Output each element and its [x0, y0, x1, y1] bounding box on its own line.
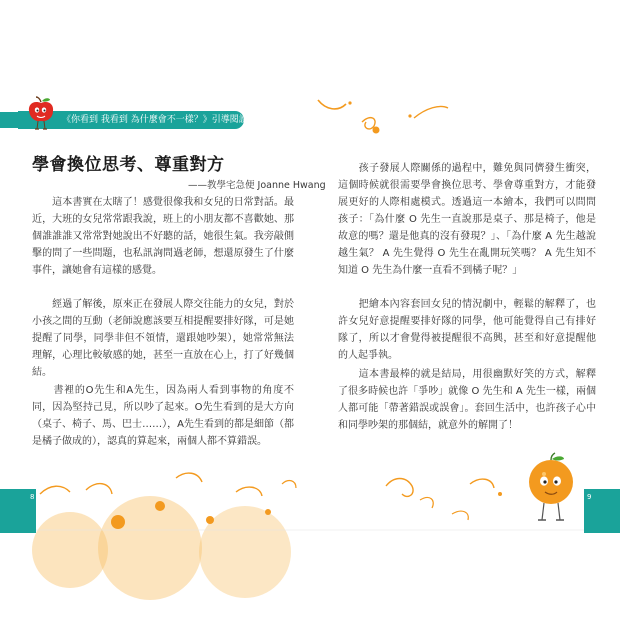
right-paragraph-1: 孩子發展人際關係的過程中，難免與同儕發生衝突，這個時候就很需要學會換位思考、學會尊重對方，才能發展更好的人際相處模式。透過這一本繪本，我們可以問問孩子：「為什麼 O 先生一直說那是桌子、那是椅子，他是故意的嗎？還是他真的沒有發現？」、「為什麼 A 先生越說越生氣？ A 先生覺得 O 先生在亂開玩笑嗎？ A 先生知不知道 O 先生為什麼一直看不到橘子呢？」	[338, 163, 596, 276]
page-number-right-tab	[584, 489, 620, 533]
left-paragraph-2: 經過了解後，原來正在發展人際交往能力的女兒，對於小孩之間的互動（老師說應該要互相提醒要排好隊，可是她提醒了同學，同學非但不領情，還跟她吵架），她常常無法理解，心理比較敏感的她，甚至一直放在心上，打了好幾個結。	[32, 299, 294, 378]
left-paragraph-3: 書裡的O先生和A先生，因為兩人看到事物的角度不同，因為堅持己見，所以吵了起來。O先生看到的是大方向（桌子、椅子、馬、巴士……），A先生看到的都是細節（都是橘子做成的），認真的算起來，兩個人都不算錯誤。	[32, 385, 294, 447]
apple-mascot-icon	[26, 96, 56, 132]
right-paragraph-3: 這本書最棒的就是結局，用很幽默好笑的方式，解釋了很多時候也許「爭吵」就像 O 先生和 A 先生一樣，兩個人都可能「帶著錯誤或誤會」。套回生活中，也許孩子心中和同學吵架的那個結，就意外的解開了！	[338, 369, 596, 431]
right-paragraph-2: 把繪本內容套回女兒的情況劇中，輕鬆的解釋了，也許女兒好意提醒要排好隊的同學，他可能覺得自己有排好隊了，所以才會覺得被提醒很不高興，甚至和好意提醒他的人起爭執。	[338, 299, 596, 361]
article-author: ——教學宅急便 Joanne Hwang	[188, 180, 326, 191]
series-title: 《你看到 我看到 為什麼會不一樣？》引導閱讀	[62, 115, 248, 125]
orange-mascot-icon	[524, 452, 578, 528]
left-paragraph-1: 這本書實在太瞎了！感覺很像我和女兒的日常對話。最近，大班的女兒常常跟我說，班上的小朋友都不喜歡她、那個誰誰誰又常常對她說出不好聽的話，她很生氣。我旁敲側擊的問了一些問題，也私訊詢問過老師，想還原發生了什麼事件，讓她會有這樣的感覺。	[32, 197, 294, 276]
page-number-left-tab	[0, 489, 36, 533]
page-number-right: 9	[587, 493, 592, 501]
article-title: 學會換位思考、尊重對方	[32, 155, 225, 175]
page-number-left: 8	[30, 493, 35, 501]
